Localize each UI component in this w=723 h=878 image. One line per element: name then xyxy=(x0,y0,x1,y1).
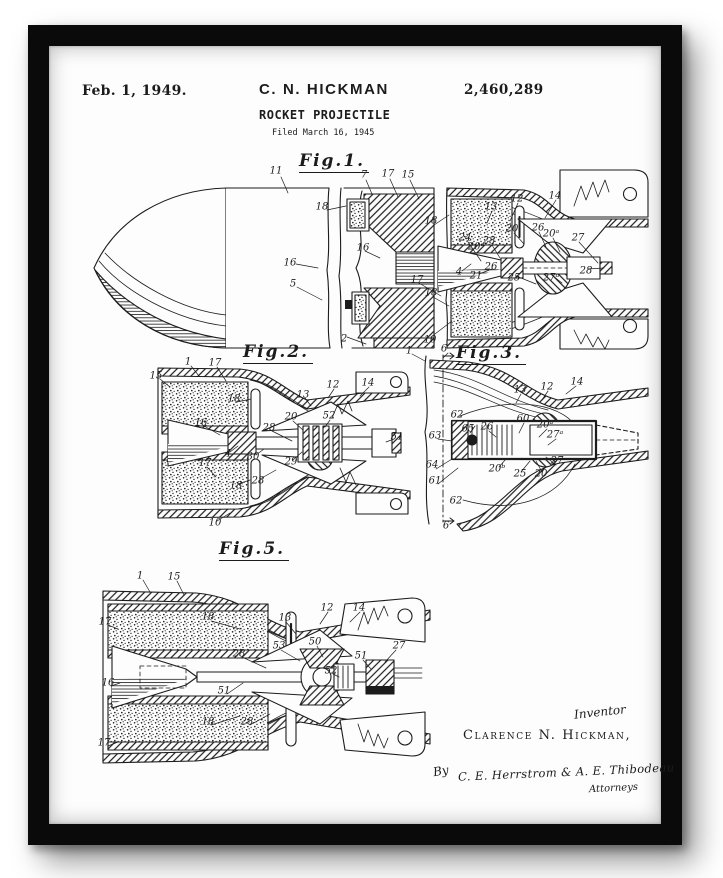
part-callout: 11 xyxy=(269,165,283,177)
part-callout: 16 xyxy=(356,242,370,254)
part-callout: 18 xyxy=(201,611,215,623)
part-callout: 51 xyxy=(390,431,404,443)
part-callout: 15 xyxy=(149,370,163,382)
part-callout: 60 xyxy=(516,413,530,425)
part-callout: 13 xyxy=(278,612,292,624)
part-callout: 1 xyxy=(184,356,192,368)
figure-label: Fig.2. xyxy=(243,344,313,364)
part-callout: 12 xyxy=(540,381,554,393)
part-callout: 62 xyxy=(450,409,464,421)
attorneys-caption: Attorneys xyxy=(588,781,639,796)
part-callout: 18 xyxy=(227,393,241,405)
part-callout: 20ᵇ xyxy=(488,463,506,475)
part-callout: 1 xyxy=(136,570,144,582)
inventor-caption: Inventor xyxy=(573,702,627,722)
figure-label: Fig.1. xyxy=(299,153,369,173)
part-callout: 16 xyxy=(283,257,297,269)
part-callout: 20ᵃ xyxy=(467,241,485,253)
part-callout: 52 xyxy=(322,410,336,422)
part-callout: 17 xyxy=(381,168,395,180)
part-callout: 17 xyxy=(208,357,222,369)
part-callout: 4 xyxy=(224,448,232,460)
part-callout: 28 xyxy=(251,475,265,487)
patent-number: 2,460,289 xyxy=(464,82,544,98)
part-callout: 20 xyxy=(284,411,298,423)
part-callout: 51 xyxy=(217,685,231,697)
part-callout: 10 xyxy=(423,334,437,346)
part-callout: 28 xyxy=(579,265,593,277)
part-callout: 61 xyxy=(428,475,442,487)
part-callout: 17 xyxy=(410,274,424,286)
part-callout: 13 xyxy=(513,384,527,396)
part-callout: 20ᵃ xyxy=(542,228,560,240)
part-callout: 6 xyxy=(440,343,448,355)
part-callout: 30 xyxy=(246,451,260,463)
part-callout: 7 xyxy=(360,169,368,181)
part-callout: 25 xyxy=(513,468,527,480)
inventor-signature: Clarence N. Hickman, xyxy=(463,728,632,743)
part-callout: 18 xyxy=(201,716,215,728)
part-callout: 17 xyxy=(97,737,111,749)
part-callout: 16 xyxy=(101,677,115,689)
part-callout: 62 xyxy=(449,495,463,507)
part-callout: 2 xyxy=(340,333,348,345)
patent-date: Feb. 1, 1949. xyxy=(82,83,187,99)
part-callout: 50 xyxy=(308,636,322,648)
part-callout: 18 xyxy=(424,287,438,299)
part-callout: 6 xyxy=(442,520,450,532)
part-callout: 63 xyxy=(428,430,442,442)
part-callout: 14 xyxy=(352,602,366,614)
part-callout: 28 xyxy=(482,235,496,247)
part-callout: 14 xyxy=(570,376,584,388)
part-callout: 14 xyxy=(361,377,375,389)
by-label: By xyxy=(431,762,450,780)
part-callout: 4 xyxy=(455,266,463,278)
part-callout: 12 xyxy=(320,602,334,614)
part-callout: 29 xyxy=(284,456,298,468)
part-callout: 52 xyxy=(324,665,338,677)
part-callout: 14 xyxy=(548,190,562,202)
part-callout: 27 xyxy=(392,640,406,652)
figure-label: Fig.5. xyxy=(219,541,289,561)
part-callout: 20 xyxy=(505,223,519,235)
part-callout: 28 xyxy=(240,716,254,728)
part-callout: 16 xyxy=(194,417,208,429)
part-callout: 28 xyxy=(232,648,246,660)
part-callout: 12 xyxy=(326,379,340,391)
part-callout: 24 xyxy=(458,232,472,244)
part-callout: 28 xyxy=(262,422,276,434)
part-callout: 27ᵃ xyxy=(542,272,560,284)
part-callout: 18 xyxy=(229,480,243,492)
part-callout: 15 xyxy=(167,571,181,583)
part-callout: 25 xyxy=(507,272,521,284)
figure-label: Fig.3. xyxy=(456,345,526,365)
attorneys-signature: C. E. Herrstrom & A. E. Thibodeau xyxy=(457,760,675,784)
part-callout: 13 xyxy=(484,201,498,213)
part-callout: 26 xyxy=(480,421,494,433)
part-callout: 21 xyxy=(469,270,483,282)
part-callout: 20 xyxy=(534,468,548,480)
part-callout: 27ᵃ xyxy=(546,429,564,441)
part-callout: 26 xyxy=(531,222,545,234)
part-callout: 64 xyxy=(425,459,439,471)
part-callout: 65 xyxy=(461,423,475,435)
part-callout: 17 xyxy=(98,616,112,628)
part-callout: 26 xyxy=(484,261,498,273)
part-callout: 18 xyxy=(315,201,329,213)
patent-title: ROCKET PROJECTILE xyxy=(259,108,391,122)
part-callout: 5 xyxy=(289,278,297,290)
part-callout: 15 xyxy=(401,169,415,181)
part-callout: 27 xyxy=(550,455,564,467)
part-callout: 12 xyxy=(510,193,524,205)
patent-filed-date: Filed March 16, 1945 xyxy=(272,128,375,138)
part-callout: 18 xyxy=(424,215,438,227)
part-callout: 10 xyxy=(208,517,222,529)
part-callout: 51 xyxy=(354,650,368,662)
part-callout: 53 xyxy=(272,640,286,652)
part-callout: 1 xyxy=(405,345,413,357)
part-callout: 17 xyxy=(198,457,212,469)
patent-inventor-name: C. N. HICKMAN xyxy=(259,81,389,98)
part-callout: 20ᵃ xyxy=(536,419,554,431)
part-callout: 27 xyxy=(571,232,585,244)
part-callout: 13 xyxy=(296,389,310,401)
